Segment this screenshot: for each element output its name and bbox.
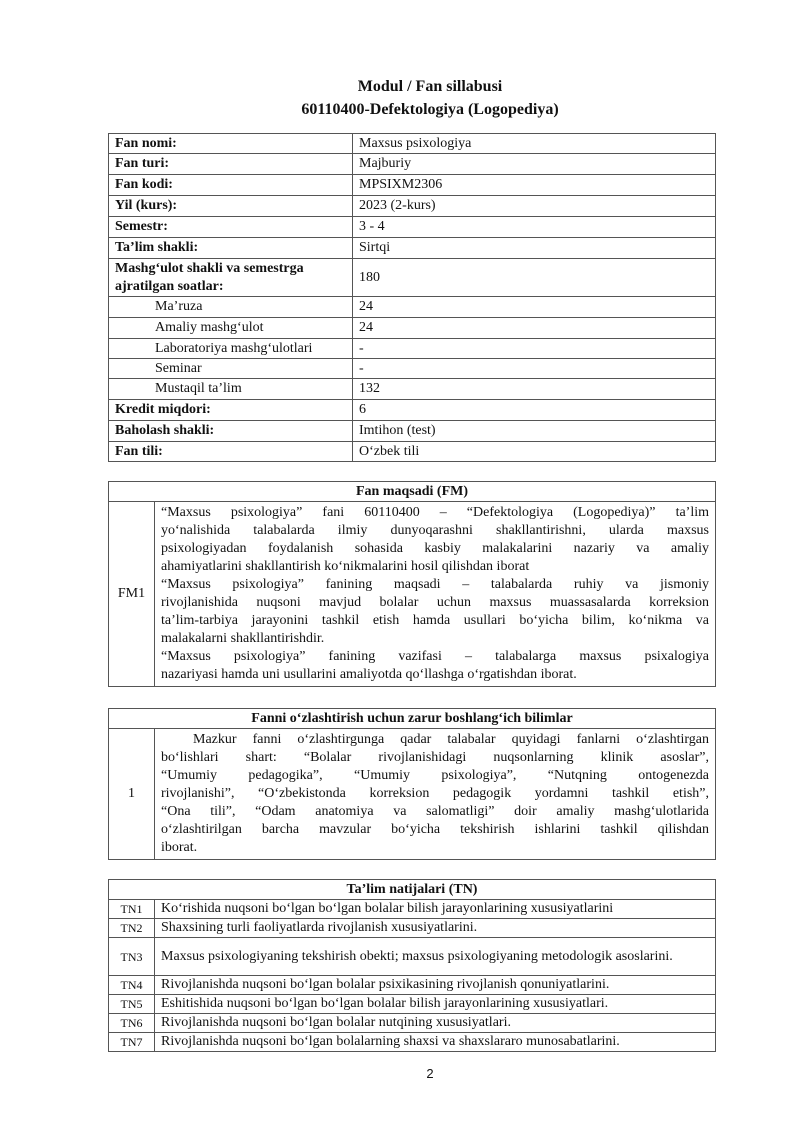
table-row <box>109 976 716 995</box>
text-line: ahamiyatlarini shakllantirish ko‘nikmalarini hosil qilishdan iborat <box>161 559 530 574</box>
tn-code: TN6 <box>109 1014 155 1033</box>
info-label: Ta’lim shakli: <box>109 238 353 259</box>
info-value: 24 <box>353 318 716 339</box>
fan-maqsadi-heading: Fan maqsadi (FM) <box>109 482 716 502</box>
text-line: “Umumiy pedagogika”, “Umumiy psixologiya”, “Nutqning ontogenezda <box>161 768 709 783</box>
tn-text: Rivojlanishda nuqsoni bo‘lgan bolalar nutqining xususiyatlari. <box>155 1014 716 1033</box>
tn-text: Maxsus psixologiyaning tekshirish obekti; maxsus psixologiyaning metodologik asoslarini. <box>155 938 716 976</box>
boshlangich-heading: Fanni o‘zlashtirish uchun zarur boshlang‘ich bilimlar <box>109 709 716 729</box>
info-row <box>109 379 716 400</box>
info-label: Amaliy mashg‘ulot <box>109 318 353 339</box>
page-subtitle: 60110400-Defektologiya (Logopediya) <box>301 101 559 118</box>
info-value: O‘zbek tili <box>353 442 716 462</box>
tn-code: TN7 <box>109 1033 155 1052</box>
page-title: Modul / Fan sillabusi <box>357 78 503 95</box>
info-label: Laboratoriya mashg‘ulotlari <box>109 339 353 359</box>
info-label: Seminar <box>109 359 353 379</box>
tn-code: TN5 <box>109 995 155 1014</box>
text-line: o‘zlashtirilgan barcha mavzular bo‘yicha tekshirish ishlarini tashkil qilishdan <box>161 822 709 837</box>
text-line: “Maxsus psixologiya” fani 60110400 – “Defektologiya (Logopediya)” ta’lim <box>161 505 709 520</box>
info-value: 6 <box>353 400 716 421</box>
info-row <box>109 134 716 154</box>
info-value: 3 - 4 <box>353 217 716 238</box>
text-line: malakalarni shakllantirishdir. <box>161 631 325 646</box>
info-value: MPSIXM2306 <box>353 175 716 196</box>
tn-code: TN3 <box>109 938 155 976</box>
text-line: “Ona tili”, “Odam anatomiya va salomatligi” doir amaliy mashg‘ulotlarida <box>161 804 709 819</box>
info-value: Imtihon (test) <box>353 421 716 442</box>
text-line: bo‘lishlari shart: “Bolalar rivojlanishidagi nuqsonlarning klinik asoslar”, <box>161 750 709 765</box>
text-line: nazariyasi hamda uni usullarini amaliyotda qo‘llashga o‘rgatishdan iborat. <box>161 667 577 682</box>
info-label: Fan tili: <box>109 442 353 462</box>
info-label: Fan turi: <box>109 154 353 175</box>
course-info-table <box>108 133 716 462</box>
page-number: 2 <box>426 1066 434 1081</box>
table-row <box>109 919 716 938</box>
info-value: 132 <box>353 379 716 400</box>
info-value: Maxsus psixologiya <box>353 134 716 154</box>
text-line: rivojlanishida nuqsoni mavjud bolalar uchun maxsus muassasalarda korreksion <box>161 595 709 610</box>
tn-code: TN2 <box>109 919 155 938</box>
text-line: rivojlanishi”, “O‘zbekistonda korreksion pedagogik yordamni tashkil etish”, <box>161 786 709 801</box>
table-row <box>109 900 716 919</box>
info-value: - <box>353 359 716 379</box>
info-value: 180 <box>353 259 716 297</box>
text-line: ta’lim-tarbiya jarayonini tashkil etish hamda usullari bo‘yicha bilim, ko‘nikma va <box>161 613 709 628</box>
info-value: Sirtqi <box>353 238 716 259</box>
info-row <box>109 442 716 462</box>
info-label: Fan nomi: <box>109 134 353 154</box>
info-row <box>109 217 716 238</box>
table-row <box>109 1014 716 1033</box>
info-value: 2023 (2-kurs) <box>353 196 716 217</box>
table-row <box>109 995 716 1014</box>
tn-text: Rivojlanishda nuqsoni bo‘lgan bolalar psixikasining rivojlanish qonuniyatlarini. <box>155 976 716 995</box>
table-row <box>109 938 716 976</box>
fan-maqsadi-table <box>108 481 716 687</box>
info-value: Majburiy <box>353 154 716 175</box>
tn-text: Ko‘rishida nuqsoni bo‘lgan bo‘lgan bolalar bilish jarayonlarining xususiyatlarini <box>155 900 716 919</box>
text-line: “Maxsus psixologiya” fanining vazifasi – talabalarga maxsus psixalogiya <box>161 649 709 664</box>
text-line: iborat. <box>161 840 198 855</box>
text-line: yo‘nalishida talabalarda ilmiy dunyoqarashni shakllantirishni, ularda maxsus <box>161 523 709 538</box>
info-row <box>109 400 716 421</box>
tn-text: Shaxsining turli faoliyatlarda rivojlanish xususiyatlarini. <box>155 919 716 938</box>
text-line: “Maxsus psixologiya” fanining maqsadi – talabalarda ruhiy va jismoniy <box>161 577 709 592</box>
info-label: Mashg‘ulot shakli va semestrga ajratilgan soatlar: <box>109 259 353 297</box>
text-line: Mazkur fanni o‘zlashtirgunga qadar talabalar quyidagi fanlarni o‘zlashtirgan <box>193 732 709 747</box>
boshlangich-code: 1 <box>109 729 155 860</box>
info-label: Ma’ruza <box>109 297 353 318</box>
info-row <box>109 421 716 442</box>
info-row <box>109 175 716 196</box>
tn-text: Rivojlanishda nuqsoni bo‘lgan bolalarning shaxsi va shaxslararo munosabatlarini. <box>155 1033 716 1052</box>
info-row <box>109 238 716 259</box>
table-row <box>109 1033 716 1052</box>
info-row <box>109 196 716 217</box>
talim-natijalari-table <box>108 879 716 1052</box>
info-label: Mustaqil ta’lim <box>109 379 353 400</box>
info-row <box>109 339 716 359</box>
info-row <box>109 154 716 175</box>
info-row <box>109 359 716 379</box>
tn-code: TN1 <box>109 900 155 919</box>
natijalar-heading: Ta’lim natijalari (TN) <box>109 880 716 900</box>
info-label: Baholash shakli: <box>109 421 353 442</box>
tn-code: TN4 <box>109 976 155 995</box>
info-row <box>109 259 716 297</box>
info-label: Semestr: <box>109 217 353 238</box>
info-value: 24 <box>353 297 716 318</box>
info-label: Fan kodi: <box>109 175 353 196</box>
boshlangich-bilimlar-table <box>108 708 716 860</box>
info-label: Kredit miqdori: <box>109 400 353 421</box>
info-label: Yil (kurs): <box>109 196 353 217</box>
info-row <box>109 297 716 318</box>
fan-maqsadi-code: FM1 <box>109 502 155 687</box>
info-value: - <box>353 339 716 359</box>
info-row <box>109 318 716 339</box>
text-line: psixologiyadan foydalanish sohasida kasbiy malakalarini nazariy va amaliy <box>161 541 709 556</box>
tn-text: Eshitishida nuqsoni bo‘lgan bo‘lgan bolalar bilish jarayonlarining xususiyatlari. <box>155 995 716 1014</box>
